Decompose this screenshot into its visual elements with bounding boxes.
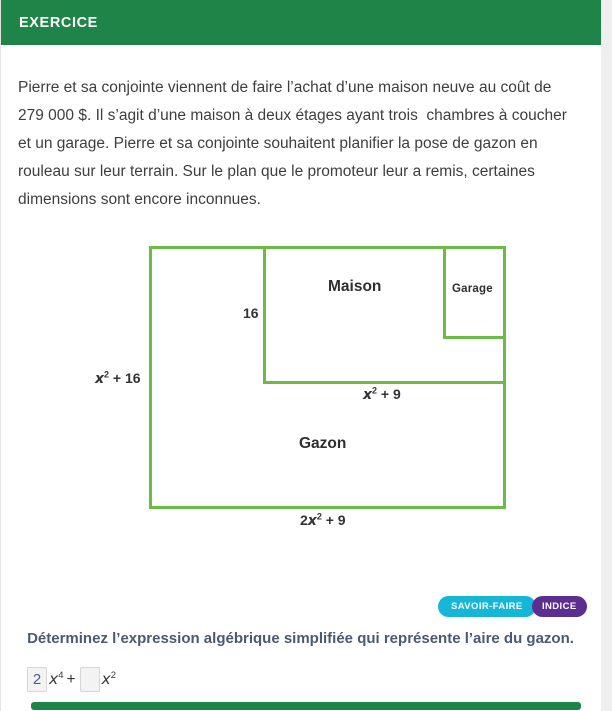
maison-label: Maison bbox=[328, 278, 382, 295]
exercise-title: EXERCICE bbox=[19, 14, 98, 31]
dim-terrain-height bbox=[95, 370, 141, 387]
page-right-gutter bbox=[601, 0, 612, 711]
dim-suffix: + 9 bbox=[377, 386, 401, 402]
intro-line: 279 000 $. Il s’agit d’une maison à deux étages ayant trois chambres à coucher bbox=[18, 107, 567, 124]
dim-suffix: + 16 bbox=[109, 370, 141, 386]
dim-variable: x bbox=[363, 387, 373, 403]
term-variable: x bbox=[101, 670, 111, 688]
exercise-header bbox=[1, 0, 601, 45]
savoir-faire-label: SAVOIR-FAIRE bbox=[451, 601, 523, 612]
dim-exponent: 2 bbox=[372, 385, 378, 396]
coefficient-input-2[interactable] bbox=[80, 667, 100, 692]
dim-terrain-width bbox=[300, 512, 346, 529]
intro-line: et un garage. Pierre et sa conjointe souhaitent planifier la pose de gazon en bbox=[18, 135, 538, 152]
dim-variable: x bbox=[95, 371, 105, 387]
dim-exponent: 2 bbox=[316, 511, 322, 522]
progress-bar bbox=[31, 702, 581, 710]
intro-line: Pierre et sa conjointe viennent de faire l’achat d’une maison neuve au coût de bbox=[18, 79, 552, 96]
dim-coefficient: 2 bbox=[300, 512, 308, 528]
term-variable: x bbox=[49, 670, 59, 688]
answer-expression bbox=[27, 667, 116, 692]
intro-line: rouleau sur leur terrain. Sur le plan que le promoteur leur a remis, certaines bbox=[18, 163, 535, 180]
term-exponent: 4 bbox=[58, 669, 64, 681]
indice-label: INDICE bbox=[542, 601, 577, 612]
intro-line: dimensions sont encore inconnues. bbox=[18, 191, 261, 208]
savoir-faire-button[interactable] bbox=[438, 596, 536, 617]
indice-button[interactable] bbox=[532, 596, 587, 617]
card-left-border bbox=[0, 0, 1, 711]
term-exponent: 2 bbox=[110, 669, 117, 681]
garage-label: Garage bbox=[452, 283, 493, 295]
term-x4 bbox=[49, 670, 63, 689]
dim-maison-width bbox=[363, 386, 401, 403]
question-text: Déterminez l’expression algébrique simplifiée qui représente l’aire du gazon. bbox=[27, 630, 574, 647]
dim-suffix: + 9 bbox=[321, 512, 346, 528]
intro-paragraph bbox=[18, 74, 567, 214]
term-x2 bbox=[102, 670, 116, 689]
coefficient-input-1[interactable] bbox=[27, 667, 47, 692]
plus-operator: + bbox=[66, 670, 76, 688]
dim-maison-height: 16 bbox=[243, 305, 259, 321]
dim-exponent: 2 bbox=[104, 369, 110, 380]
gazon-label: Gazon bbox=[299, 435, 347, 452]
dim-variable: x bbox=[307, 513, 317, 529]
